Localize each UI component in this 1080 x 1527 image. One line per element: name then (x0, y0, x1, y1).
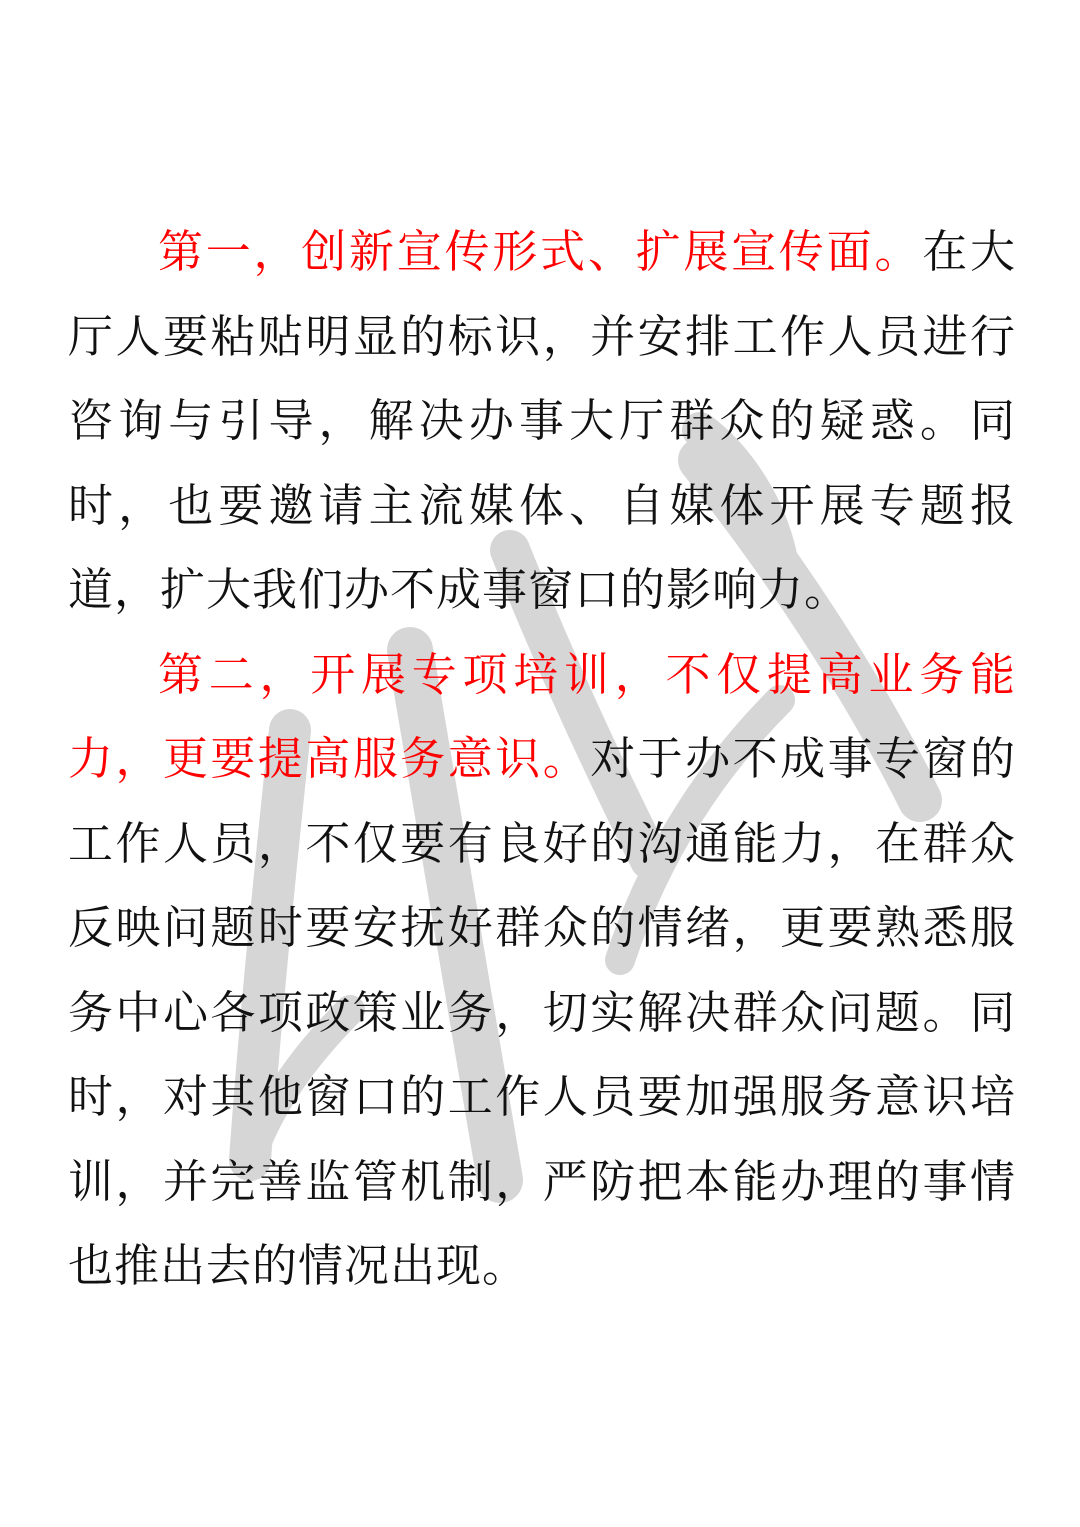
paragraph-1-highlight: 第一，创新宣传形式、扩展宣传面。 (158, 225, 923, 278)
paragraph-2 (68, 633, 1016, 1309)
paragraph-1 (68, 210, 1016, 633)
paragraph-2-body: 对于办不成事专窗的工作人员，不仅要有良好的沟通能力，在群众反映问题时要安抚好群众的情绪，更要熟悉服务中心各项政策业务，切实解决群众问题。同时，对其他窗口的工作人员要加强服务意识培训，并完善监管机制，严防把本能办理的事情也推出去的情况出现。 (68, 732, 1016, 1292)
paragraph-2-highlight: 第二，开展专项培训，不仅提高业务能力，更要提高服务意识。 (68, 647, 1016, 785)
document-page (68, 210, 1016, 1309)
paragraph-1-body: 在大厅人要粘贴明显的标识，并安排工作人员进行咨询与引导，解决办事大厅群众的疑惑。同时，也要邀请主流媒体、自媒体开展专题报道，扩大我们办不成事窗口的影响力。 (68, 225, 1016, 616)
